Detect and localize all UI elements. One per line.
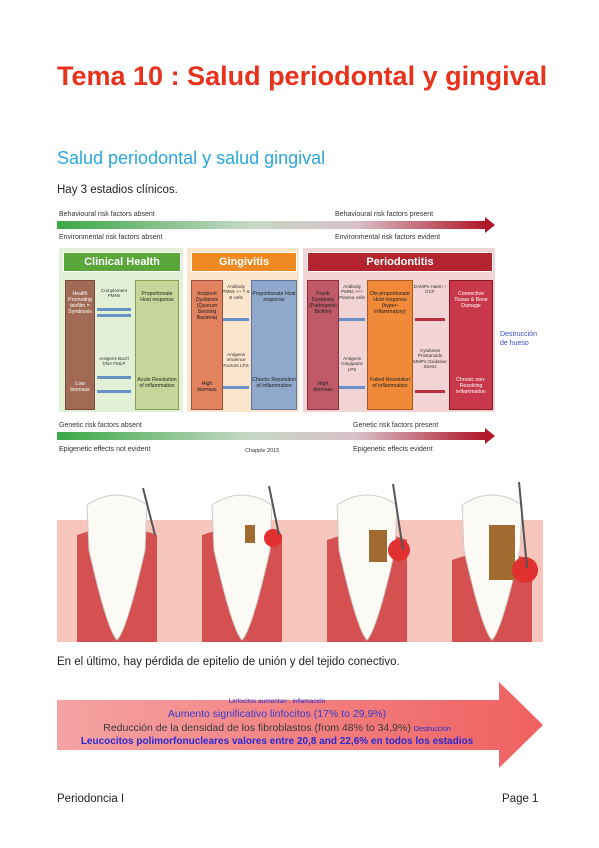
arrow-health-4 bbox=[97, 390, 131, 393]
health-left-bottom: Low biomass bbox=[70, 381, 90, 393]
arrow-note-lymphocytes: Linfocitos aumentan : inflamación bbox=[228, 698, 326, 705]
footer-course: Periodoncia I bbox=[57, 793, 125, 805]
environmental-absent: Environmental risk factors absent bbox=[59, 234, 163, 241]
gingivitis-host-column bbox=[251, 280, 297, 410]
health-host-column bbox=[135, 280, 179, 410]
stage-header-health: Clinical Health bbox=[63, 252, 181, 272]
section-subtitle: Salud periodontal y salud gingival bbox=[57, 148, 326, 168]
panel-clinical-health bbox=[59, 248, 183, 412]
gingivitis-right-top: Proportionate Host response bbox=[252, 291, 296, 303]
environmental-evident: Environmental risk factors evident bbox=[335, 234, 441, 241]
stats-arrow bbox=[57, 682, 543, 768]
risk-gradient-top bbox=[57, 221, 485, 229]
tooth-stage-2 bbox=[202, 486, 282, 642]
arrow-head-bottom bbox=[485, 428, 495, 444]
periodontitis-host-column bbox=[367, 280, 413, 410]
epigenetic-not-evident: Epigenetic effects not evident bbox=[59, 446, 151, 453]
gingivitis-biofilm-column bbox=[191, 280, 223, 410]
periodontitis-mid-bottom: Antigens Gingipains LPS bbox=[341, 356, 363, 372]
paragraph-stages: Hay 3 estadios clínicos. bbox=[57, 184, 178, 196]
bone-destruction-annotation: Destrucción de hueso bbox=[500, 331, 537, 347]
behavioural-absent: Behavioural risk factors absent bbox=[59, 211, 155, 218]
gingivitis-mid-top: Antibody PMNs ++ T & B cells bbox=[222, 284, 250, 300]
periodontitis-right-top: Dis-proportionate Host response (hyper-inflammatory) bbox=[370, 291, 410, 315]
health-right-bottom: Acute Resolution of inflammation bbox=[137, 377, 177, 389]
periodontitis-damage-column bbox=[449, 280, 493, 410]
periodontitis-left-top: Frank Dysbiosis (Pathogenic Biofilm) bbox=[309, 291, 337, 315]
gingivitis-right-bottom: Chronic Resolution of inflammation bbox=[252, 377, 296, 389]
gingivitis-left-bottom: High biomass bbox=[197, 381, 217, 393]
arrow-periodontitis-2 bbox=[339, 386, 365, 389]
arrow-periodontitis-4 bbox=[415, 390, 445, 393]
periodontitis-mid2-bottom: Cytokines Prostanoids MMPs Oxidative Stress bbox=[413, 348, 447, 370]
panel-periodontitis bbox=[303, 248, 495, 412]
arrow-periodontitis-1 bbox=[339, 318, 365, 321]
arrow-gingivitis-1 bbox=[223, 318, 249, 321]
health-right-top: Proportionate Host response bbox=[140, 291, 174, 303]
gingivitis-mid-bottom: Antigens Virulence Factors LPS bbox=[223, 352, 249, 368]
page-title: Tema 10 : Salud periodontal y gingival bbox=[57, 61, 548, 91]
panel-gingivitis bbox=[187, 248, 299, 412]
stage-header-gingivitis: Gingivitis bbox=[191, 252, 297, 272]
arrow-line-2-text: Reducción de la densidad de los fibroblastos (from 48% to 34,9%) bbox=[103, 722, 411, 734]
arrow-line-1: Aumento significativo linfocitos (17% to 29,9%) bbox=[167, 708, 387, 720]
stage-header-periodontitis: Periodontitis bbox=[307, 252, 493, 272]
periodontal-stages-diagram bbox=[57, 208, 499, 458]
tooth-stage-4 bbox=[452, 482, 538, 642]
health-left-top: Health Promoting biofilm = Symbiosis bbox=[68, 291, 92, 315]
arrow-gingivitis-2 bbox=[223, 386, 249, 389]
periodontitis-mid-top: Antibody PMNs +++ Plasma cells bbox=[339, 284, 365, 300]
credit-label: Chapple 2015 bbox=[245, 448, 280, 454]
paragraph-last-stage: En el último, hay pérdida de epitelio de unión y del tejido conectivo. bbox=[57, 656, 400, 668]
periodontitis-far-top: Connective Tissue & Bone Damage bbox=[454, 291, 488, 309]
periodontitis-right-bottom: Failed Resolution of inflammation bbox=[369, 377, 411, 389]
tooth-stage-3 bbox=[327, 484, 410, 642]
arrow-head-top bbox=[485, 217, 495, 233]
genetic-absent: Genetic risk factors absent bbox=[59, 422, 142, 429]
health-mid-bottom: Antigens Bact'l DNA FMLP bbox=[98, 356, 130, 367]
arrow-health-3 bbox=[97, 376, 131, 379]
periodontitis-mid2-top: DAMPs Haem ↑ GCF bbox=[413, 284, 447, 295]
arrow-line-2 bbox=[57, 722, 497, 734]
arrow-health-1 bbox=[97, 308, 131, 311]
epigenetic-evident: Epigenetic effects evident bbox=[353, 446, 433, 453]
periodontal-progression-illustration bbox=[57, 480, 543, 642]
genetic-present: Genetic risk factors present bbox=[353, 422, 439, 429]
arrow-health-2 bbox=[97, 314, 131, 317]
footer-page-number: Page 1 bbox=[502, 793, 539, 805]
tooth-stage-1 bbox=[77, 488, 157, 642]
health-mid-top: Complement PMNs bbox=[100, 288, 128, 299]
gingivitis-left-top: Incipient Dysbiosis (Quorum Sensing Bacteria) bbox=[195, 291, 219, 321]
behavioural-present: Behavioural risk factors present bbox=[335, 211, 434, 218]
periodontitis-far-bottom: Chronic non-Resolving inflammation bbox=[456, 377, 486, 395]
arrow-periodontitis-3 bbox=[415, 318, 445, 321]
health-biofilm-column bbox=[65, 280, 95, 410]
periodontitis-left-bottom: High biomass bbox=[313, 381, 333, 393]
risk-gradient-bottom bbox=[57, 432, 485, 440]
arrow-note-destruction: Destrucción bbox=[413, 726, 451, 733]
periodontitis-biofilm-column bbox=[307, 280, 339, 410]
arrow-line-3: Leucocitos polimorfonucleares valores entre 20,8 and 22,6% en todos los estadios bbox=[80, 736, 474, 747]
